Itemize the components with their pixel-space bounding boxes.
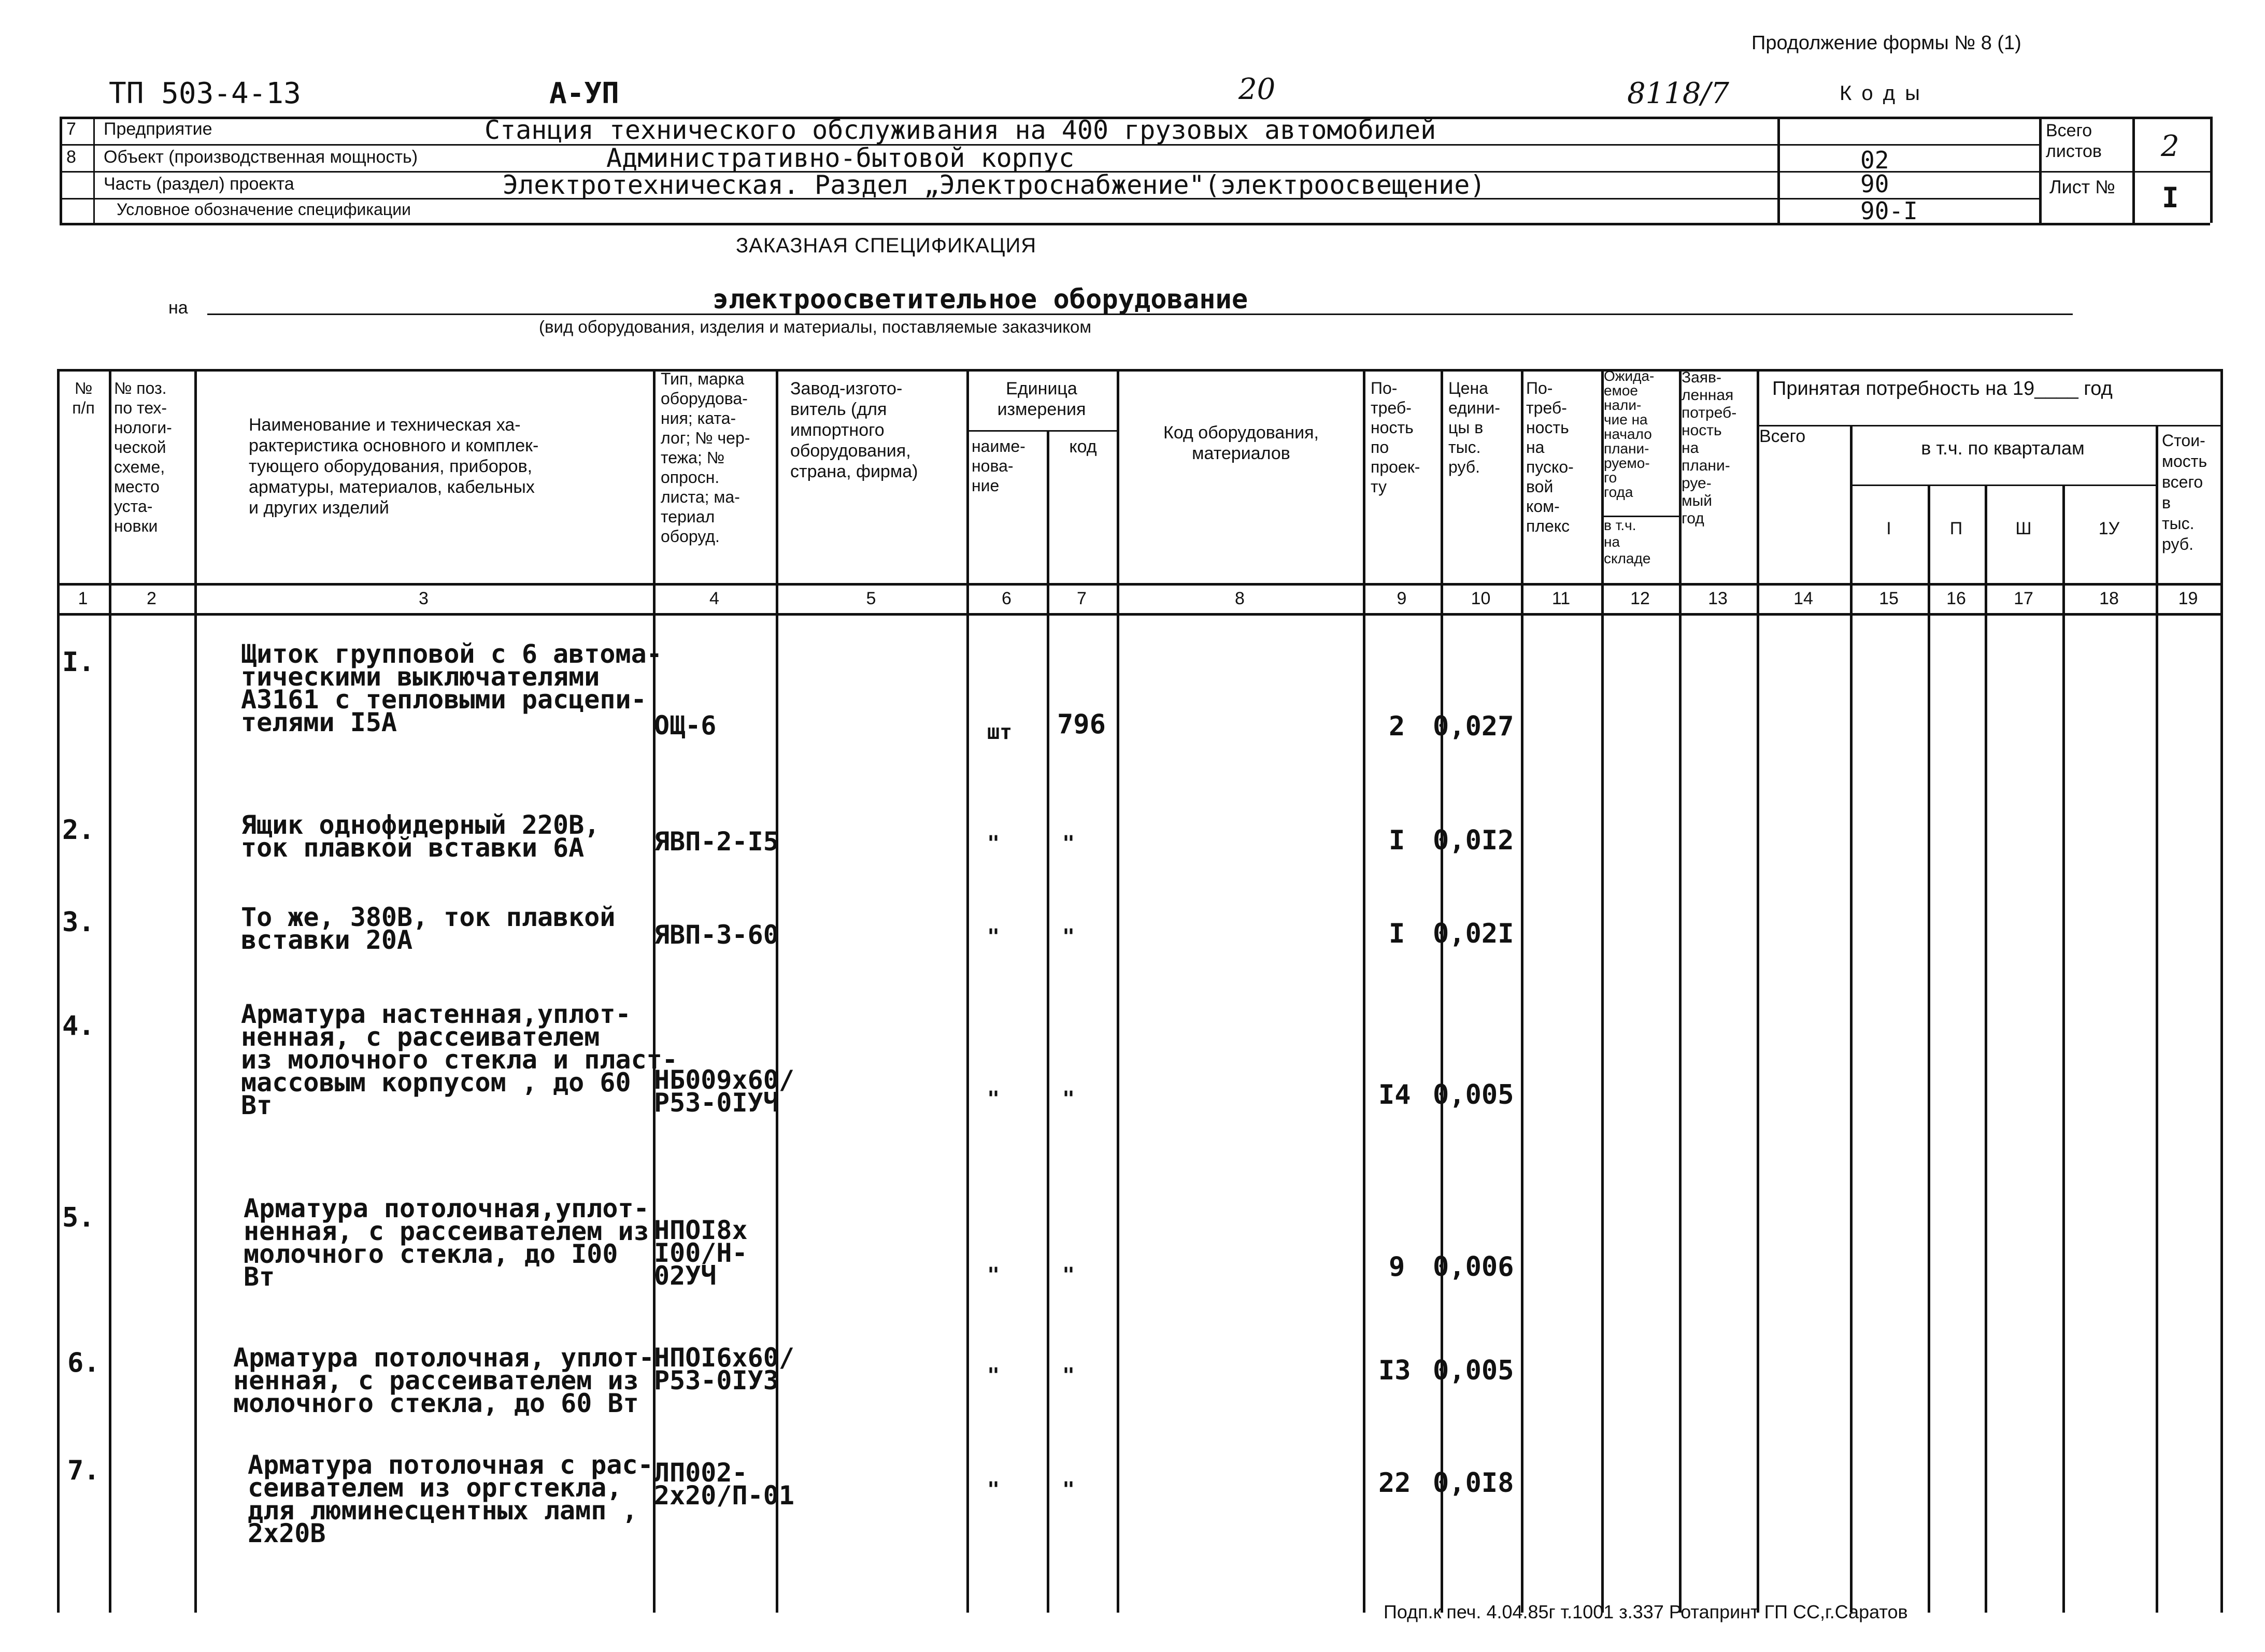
total-sheets-label: Всего листов <box>2046 121 2102 161</box>
row8-code: 02 <box>1860 146 1889 174</box>
col-header-14: Всего <box>1759 426 1806 446</box>
col-header-6: наиме- нова- ние <box>972 437 1025 495</box>
item-name: Арматура потолочная,уплот- ненная, с рассеивателем из молочного стекла, до I00 Вт <box>244 1193 649 1292</box>
item-unit: " <box>987 1263 1000 1287</box>
row-number: 6. <box>67 1347 100 1378</box>
item-name: Ящик однофидерный 220В, ток плавкой вставки 6А <box>241 810 600 863</box>
col-header-13: Заяв- ленная потреб- ность на плани- руе- мый год <box>1682 369 1737 527</box>
item-unit-code: 796 <box>1057 709 1106 740</box>
item-name: Арматура потолочная, уплот- ненная, с рассеивателем из молочного стекла, до 60 Вт <box>233 1343 654 1418</box>
col-header-5: Завод-изгото- витель (для импортного оборудования, страна, фирма) <box>790 379 918 481</box>
item-unit-code: " <box>1062 832 1075 856</box>
item-type: НПОI6х60/ Р53-0IУ3 <box>654 1343 794 1395</box>
sheet-label: Лист № <box>2049 176 2115 197</box>
item-type: ОЩ-6 <box>654 710 717 740</box>
item-unit-code: " <box>1062 925 1075 949</box>
col-number: 19 <box>2178 589 2198 608</box>
row7-label: Предприятие <box>104 119 212 139</box>
col-number: 6 <box>1002 589 1012 608</box>
quarter-2-header: П <box>1949 519 1963 538</box>
item-unit: шт <box>987 720 1013 744</box>
row-number: I. <box>62 647 95 678</box>
item-type: ЯВП-3-60 <box>654 920 779 950</box>
total-sheets-value: 2 <box>2161 130 2179 163</box>
item-name: Арматура настенная,уплот- ненная, с рассеивателем из молочного стекла и пласт- массовым корпусом , до 60 Вт <box>241 999 678 1120</box>
item-type: НБ009х60/ Р53-0IУЧ <box>654 1065 794 1118</box>
item-unit-code: " <box>1062 1263 1075 1287</box>
col-number: 13 <box>1708 589 1728 608</box>
item-qty: 9 <box>1389 1251 1405 1283</box>
row9-label: Часть (раздел) проекта <box>104 174 294 194</box>
col-number: 5 <box>866 589 876 608</box>
item-price: 0,02I <box>1433 918 1514 949</box>
row10-label: Условное обозначение спецификации <box>117 200 411 219</box>
item-unit: " <box>987 925 1000 949</box>
col-number: 7 <box>1077 589 1087 608</box>
page-number: 20 <box>1238 73 1276 106</box>
col-number: 9 <box>1397 589 1407 608</box>
col-number: 15 <box>1879 589 1899 608</box>
row-number: 4. <box>62 1010 95 1042</box>
item-qty: I <box>1389 918 1405 949</box>
col-header-1: № п/п <box>72 379 95 417</box>
col-header-4: Тип, марка оборудова- ния; ката- лог; № чер- тежа; № опросн. листа; ма- териал оборуд. <box>661 369 750 546</box>
quarters-header: в т.ч. по кварталам <box>1921 437 2085 459</box>
item-qty: 2 <box>1389 711 1405 742</box>
item-price: 0,027 <box>1433 711 1514 742</box>
row8-num: 8 <box>66 147 76 167</box>
col-number: 11 <box>1551 589 1571 608</box>
col-header-12: Ожида- емое нали- чие на начало плани- руемо- го года <box>1604 368 1655 500</box>
col-header-12-stock: в т.ч. на складе <box>1604 517 1651 566</box>
col-number: 4 <box>709 589 719 608</box>
item-qty: I4 <box>1378 1079 1411 1110</box>
col-number: 8 <box>1235 589 1245 608</box>
row10-code: 90-I <box>1860 197 1918 225</box>
col-header-9: По- треб- ность по проек- ту <box>1371 379 1420 496</box>
item-price: 0,0I8 <box>1433 1468 1514 1499</box>
spec-subject-note: (вид оборудования, изделия и материалы, поставляемые заказчиком <box>539 317 1092 336</box>
col-number: 10 <box>1471 589 1491 608</box>
col-number: 3 <box>419 589 429 608</box>
col-header-8: Код оборудования, материалов <box>1163 423 1319 463</box>
col-number: 12 <box>1630 589 1650 608</box>
item-name: Щиток групповой с 6 автома- тическими выключателями А3161 с тепловыми расцепи- телями I5А <box>241 639 662 737</box>
item-qty: I <box>1389 825 1405 856</box>
row7-num: 7 <box>66 119 76 139</box>
item-qty: 22 <box>1378 1468 1411 1499</box>
item-price: 0,005 <box>1433 1079 1514 1110</box>
item-unit-code: " <box>1062 1087 1075 1111</box>
item-unit: " <box>987 1478 1000 1502</box>
spec-subject: электроосветительное оборудование <box>713 284 1248 315</box>
item-unit: " <box>987 1364 1000 1388</box>
quarter-1-header: I <box>1886 519 1891 538</box>
row8-label: Объект (производственная мощность) <box>104 147 418 167</box>
item-type: ЛП002- 2х20/П-01 <box>654 1458 794 1511</box>
col-number: 1 <box>78 589 88 608</box>
quarter-3-header: Ш <box>2015 519 2032 538</box>
row9-code: 90 <box>1860 170 1889 198</box>
item-type: ЯВП-2-I5 <box>654 827 779 857</box>
album-code: А-УП <box>549 77 619 110</box>
item-price: 0,005 <box>1433 1355 1514 1386</box>
col-number: 16 <box>1946 589 1966 608</box>
item-unit: " <box>987 1087 1000 1111</box>
col-header-7: код <box>1069 437 1097 457</box>
item-type: НПОI8х I00/Н- 02УЧ <box>654 1215 748 1291</box>
row-number: 7. <box>67 1455 100 1486</box>
col-number: 2 <box>147 589 156 608</box>
print-info: Подп.к печ. 4.04.85г т.1001 з.337 Ротапринт ГП СС,г.Саратов <box>1384 1601 1908 1622</box>
row-number: 3. <box>62 907 95 938</box>
col-header-2: № поз. по тех- нологи- ческой схеме, место уста- новки <box>114 379 172 535</box>
col-header-19: Стои- мость всего в тыс. руб. <box>2162 431 2207 553</box>
na-label: на <box>168 298 188 318</box>
sheet-value: I <box>2162 181 2179 214</box>
item-unit-code: " <box>1062 1364 1075 1388</box>
col-header-3: Наименование и техническая ха- рактеристика основного и комплек- тующего оборудования, приборов, арматуры, материалов, кабельных и других изделий <box>249 415 539 518</box>
item-unit: " <box>987 832 1000 856</box>
col-number: 18 <box>2099 589 2119 608</box>
col-number: 17 <box>2014 589 2033 608</box>
col-header-10: Цена едини- цы в тыс. руб. <box>1448 379 1500 476</box>
row8-value: Административно-бытовой корпус <box>606 143 1075 173</box>
item-unit-code: " <box>1062 1478 1075 1502</box>
col-header-11: По- треб- ность на пуско- вой ком- плекс <box>1526 379 1574 535</box>
row9-value: Электротехническая. Раздел „Электроснабжение"(электроосвещение) <box>503 170 1486 200</box>
unit-group-header: Единица измерения <box>997 379 1086 419</box>
doc-code: ТП 503-4-13 <box>109 77 301 110</box>
row7-value: Станция технического обслуживания на 400 грузовых автомобилей <box>485 115 1436 145</box>
item-qty: I3 <box>1378 1355 1411 1386</box>
item-price: 0,0I2 <box>1433 825 1514 856</box>
row-number: 5. <box>62 1202 95 1233</box>
item-name: То же, 380В, ток плавкой вставки 20А <box>241 902 616 955</box>
form-continuation: Продолжение формы № 8 (1) <box>1751 32 2021 54</box>
item-name: Арматура потолочная с рас- сеивателем из оргстекла, для люминесцентных ламп , 2х20В <box>248 1450 653 1548</box>
item-price: 0,006 <box>1433 1251 1514 1283</box>
col-number: 14 <box>1793 589 1813 608</box>
accepted-header: Принятая потребность на 19____ год <box>1772 378 2113 400</box>
quarter-4-header: 1У <box>2098 519 2120 538</box>
codes-label: К о д ы <box>1840 82 1922 105</box>
row-number: 2. <box>62 815 95 846</box>
spec-title: ЗАКАЗНАЯ СПЕЦИФИКАЦИЯ <box>736 234 1037 257</box>
inventory-number: 8118/7 <box>1627 77 1730 110</box>
